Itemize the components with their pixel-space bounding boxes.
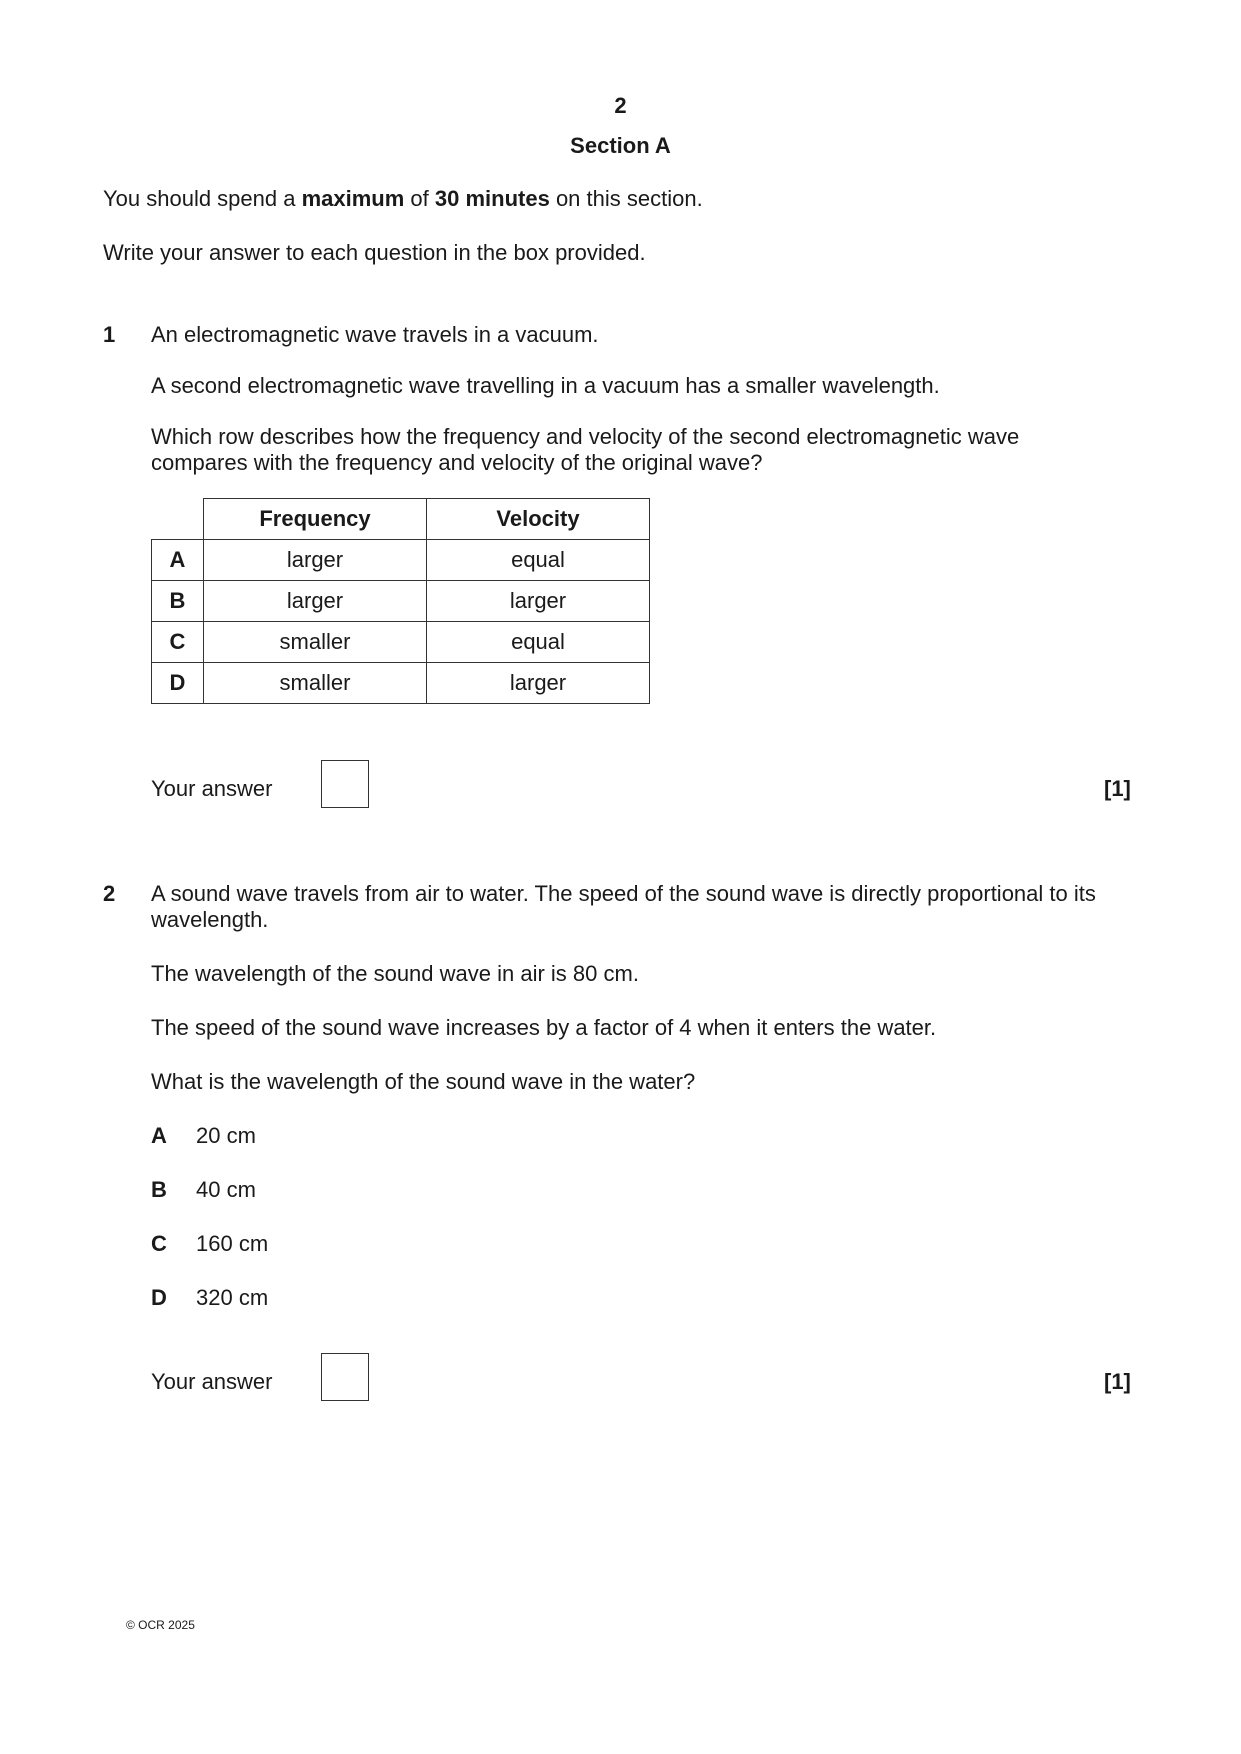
frequency-cell: larger <box>204 540 427 581</box>
question-2-text: wavelength. <box>151 907 269 932</box>
table-row <box>152 663 650 704</box>
instruction-emphasis: 30 minutes <box>434 186 550 211</box>
question-2-text: A sound wave travels from air to water. The speed of the sound wave is directly proportional to its <box>151 881 1096 906</box>
instruction-text: You should spend a <box>103 186 302 211</box>
option-letter: B <box>151 1177 167 1202</box>
question-2-prompt: What is the wavelength of the sound wave in the water? <box>151 1069 696 1094</box>
instruction-answer-box: Write your answer to each question in the box provided. <box>103 240 646 265</box>
instruction-text: on this section. <box>549 186 703 211</box>
frequency-cell: larger <box>204 581 427 622</box>
row-letter: B <box>152 581 204 622</box>
instruction-emphasis: maximum <box>301 186 405 211</box>
answer-box-q2[interactable] <box>321 1353 369 1401</box>
marks-q2: [1] <box>1104 1369 1131 1394</box>
option-text: 20 cm <box>196 1123 256 1148</box>
option-text: 320 cm <box>196 1285 269 1310</box>
instruction-text: of <box>404 186 435 211</box>
question-1-text: An electromagnetic wave travels in a vacuum. <box>151 322 599 347</box>
question-2-text: The speed of the sound wave increases by a factor of 4 when it enters the water. <box>151 1015 937 1040</box>
table-row <box>152 622 650 663</box>
copyright-footer: © OCR 2025 <box>126 1618 195 1632</box>
table-corner-cell <box>152 499 204 540</box>
question-1-text: A second electromagnetic wave travelling in a vacuum has a smaller wavelength. <box>151 373 940 398</box>
row-letter: A <box>152 540 204 581</box>
option-letter: C <box>151 1231 167 1256</box>
table-row <box>152 540 650 581</box>
column-header-velocity: Velocity <box>427 499 650 540</box>
question-1-number: 1 <box>103 322 116 347</box>
answer-label-q1: Your answer <box>151 776 273 801</box>
option-letter: A <box>151 1123 167 1148</box>
question-2-text: The wavelength of the sound wave in air is 80 cm. <box>151 961 639 986</box>
option-letter: D <box>151 1285 167 1310</box>
table-row <box>152 581 650 622</box>
section-title: Section A <box>570 133 671 158</box>
velocity-cell: larger <box>427 581 650 622</box>
page-number: 2 <box>614 93 627 118</box>
frequency-cell: smaller <box>204 622 427 663</box>
option-text: 40 cm <box>196 1177 256 1202</box>
question-2-number: 2 <box>103 881 116 906</box>
velocity-cell: larger <box>427 663 650 704</box>
options-table <box>151 498 650 704</box>
answer-label-q2: Your answer <box>151 1369 273 1394</box>
table-header-row <box>152 499 650 540</box>
answer-box-q1[interactable] <box>321 760 369 808</box>
option-text: 160 cm <box>196 1231 269 1256</box>
row-letter: D <box>152 663 204 704</box>
velocity-cell: equal <box>427 540 650 581</box>
marks-q1: [1] <box>1104 776 1131 801</box>
instruction-time <box>103 186 703 212</box>
row-letter: C <box>152 622 204 663</box>
question-1-prompt: Which row describes how the frequency and velocity of the second electromagnetic wave <box>151 424 1020 449</box>
column-header-frequency: Frequency <box>204 499 427 540</box>
question-1-prompt: compares with the frequency and velocity of the original wave? <box>151 450 763 475</box>
velocity-cell: equal <box>427 622 650 663</box>
frequency-cell: smaller <box>204 663 427 704</box>
